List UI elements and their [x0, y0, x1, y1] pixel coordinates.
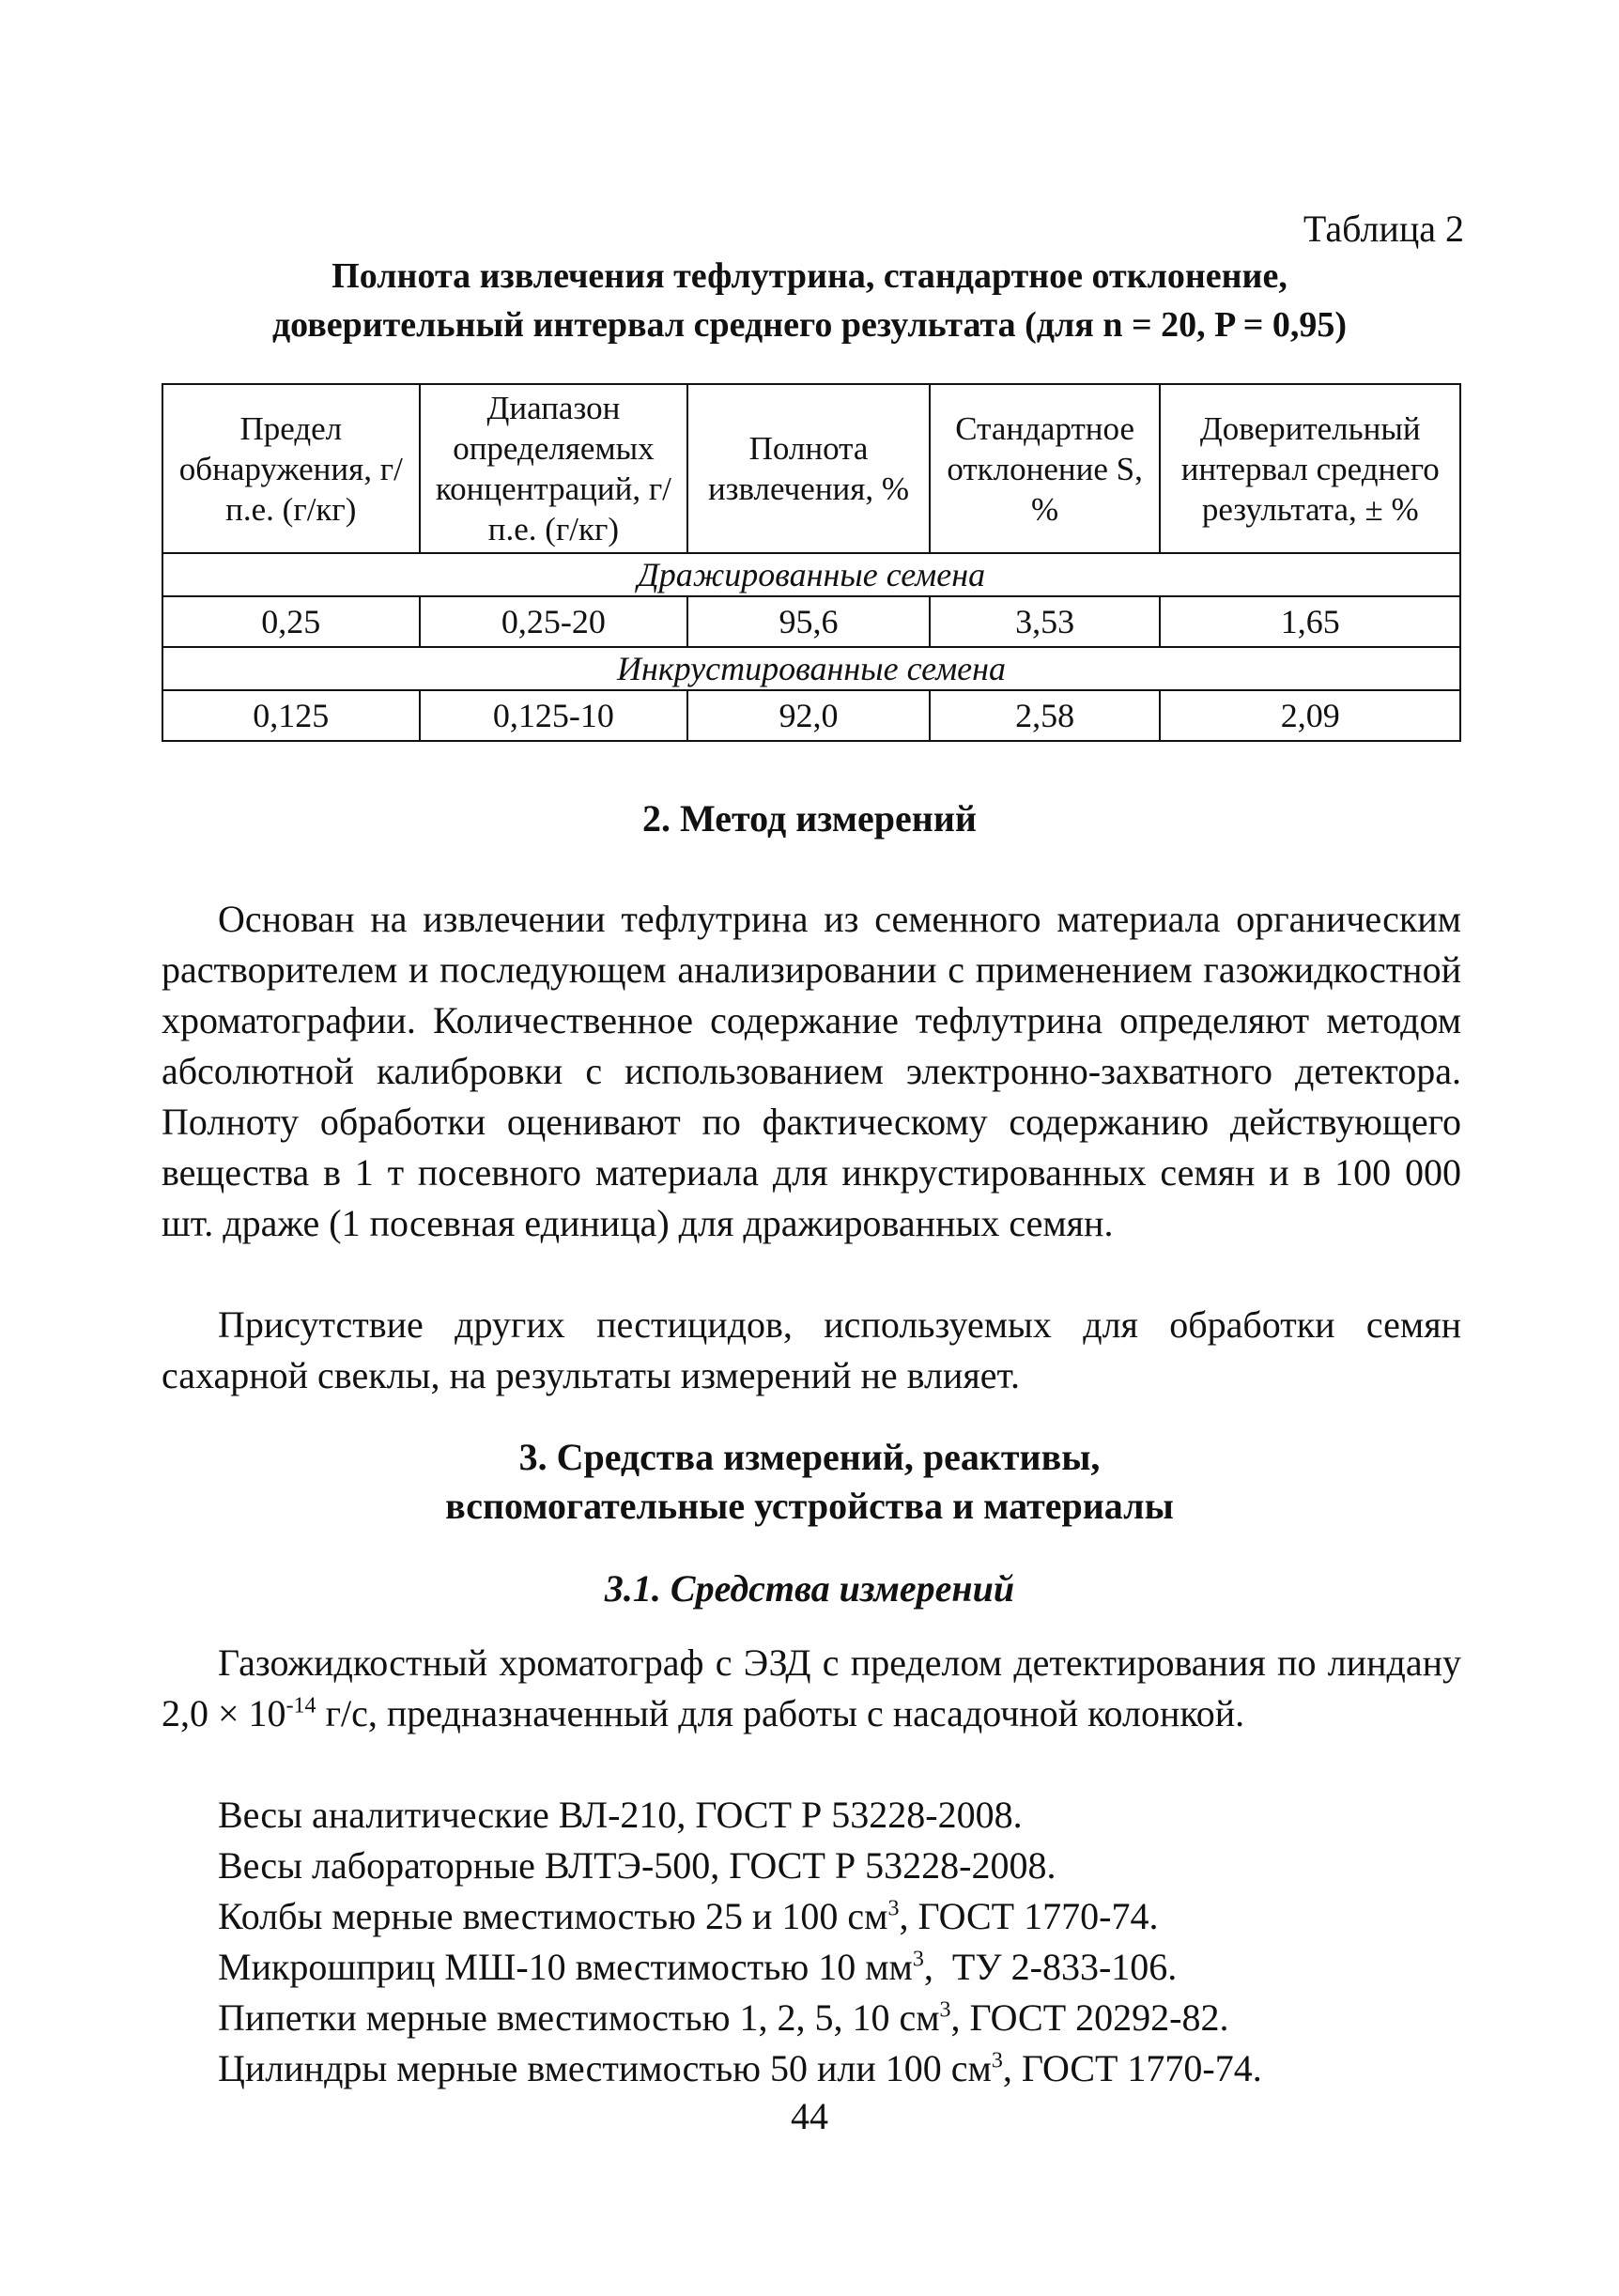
table-cell: 1,65: [1160, 596, 1460, 647]
list-item: Весы лабораторные ВЛТЭ-500, ГОСТ Р 53228-2008.: [218, 1844, 1056, 1887]
section-3-title-line-2: вспомогательные устройства и материалы: [445, 1485, 1174, 1527]
item-text-cont: , ГОСТ 20292-82.: [950, 1996, 1229, 2039]
item-text: Колбы мерные вместимостью 25 и 100 см: [218, 1895, 888, 1937]
unit-exponent: 3: [912, 1947, 924, 1972]
section-3-title: [0, 1433, 1619, 1531]
section-3-title-line-1: 3. Средства измерений, реактивы,: [518, 1436, 1101, 1478]
table-cell: 92,0: [687, 690, 930, 741]
exponent: -14: [285, 1693, 316, 1718]
group-label: Дражированные семена: [162, 553, 1460, 596]
chromatograph-text: Газожидкостный хроматограф с ЭЗД с пределом детектирования по линдану 2,0 × 10: [162, 1641, 1461, 1734]
group-label: Инкрустированные семена: [162, 647, 1460, 690]
table-label: Таблица 2: [1303, 208, 1464, 250]
header-cell: Доверительный интервал среднего результата, ± %: [1160, 384, 1460, 553]
section-2-title: 2. Метод измерений: [642, 797, 977, 840]
table-cell: 95,6: [687, 596, 930, 647]
table-header-row: [162, 384, 1460, 553]
table-row: [162, 596, 1460, 647]
item-text: Цилиндры мерные вместимостью 50 или 100 см: [218, 2047, 992, 2089]
header-cell: Предел обнаружения, г/п.е. (г/кг): [162, 384, 420, 553]
table-cell: 3,53: [930, 596, 1161, 647]
header-cell: Полнота извлечения, %: [687, 384, 930, 553]
table-title-line-1: Полнота извлечения тефлутрина, стандартное отклонение,: [332, 256, 1287, 296]
item-text: Пипетки мерные вместимостью 1, 2, 5, 10 см: [218, 1996, 940, 2039]
unit-exponent: 3: [887, 1896, 900, 1921]
table-cell: 0,25: [162, 596, 420, 647]
table-group-row: [162, 647, 1460, 690]
table-group-row: [162, 553, 1460, 596]
section-3-1-title: 3.1. Средства измерений: [604, 1567, 1015, 1610]
table-title: [141, 252, 1478, 349]
table-row: [162, 690, 1460, 741]
item-text-cont: , ТУ 2-833-106.: [923, 1946, 1178, 1988]
table-cell: 2,09: [1160, 690, 1460, 741]
item-text: Микрошприц МШ-10 вместимостью 10 мм: [218, 1946, 913, 1988]
chromatograph-text-cont: г/с, предназначенный для работы с насадочной колонкой.: [316, 1692, 1245, 1734]
list-item: [218, 1942, 1177, 1993]
unit-exponent: 3: [991, 2048, 1003, 2073]
results-table: [162, 383, 1461, 742]
list-item: [218, 2043, 1262, 2094]
header-cell: Стандартное отклонение S, %: [930, 384, 1161, 553]
list-item: [218, 1993, 1228, 2043]
list-item: Весы аналитические ВЛ-210, ГОСТ Р 53228-2008.: [218, 1794, 1023, 1836]
unit-exponent: 3: [939, 1997, 951, 2023]
chromatograph-paragraph: [162, 1638, 1461, 1739]
section-2-paragraph-1: Основан на извлечении тефлутрина из семенного материала органическим растворителем и последующем анализировании с применением газожидкостной хроматографии. Количественное содержание тефлутрина определяют методом абсолютной калибровки с использованием электронно-захватного детектора. Полноту обработки оценивают по фактическому содержанию действующего вещества в 1 т посевного материала для инкрустированных семян и в 100 000 шт. драже (1 посевная единица) для дражированных семян.: [162, 898, 1461, 1244]
item-text-cont: , ГОСТ 1770-74.: [1002, 2047, 1262, 2089]
list-item: [218, 1891, 1158, 1942]
table-title-line-2: доверительный интервал среднего результата (для n = 20, P = 0,95): [271, 305, 1348, 345]
section-2-paragraph-2: Присутствие других пестицидов, используемых для обработки семян сахарной свеклы, на результаты измерений не влияет.: [162, 1303, 1461, 1396]
table-cell: 2,58: [930, 690, 1161, 741]
table-cell: 0,125: [162, 690, 420, 741]
header-cell: Диапазон определяемых концентраций, г/п.е. (г/кг): [420, 384, 688, 553]
table-cell: 0,125-10: [420, 690, 688, 741]
item-text-cont: , ГОСТ 1770-74.: [899, 1895, 1159, 1937]
page-number: 44: [791, 2095, 828, 2137]
table-cell: 0,25-20: [420, 596, 688, 647]
